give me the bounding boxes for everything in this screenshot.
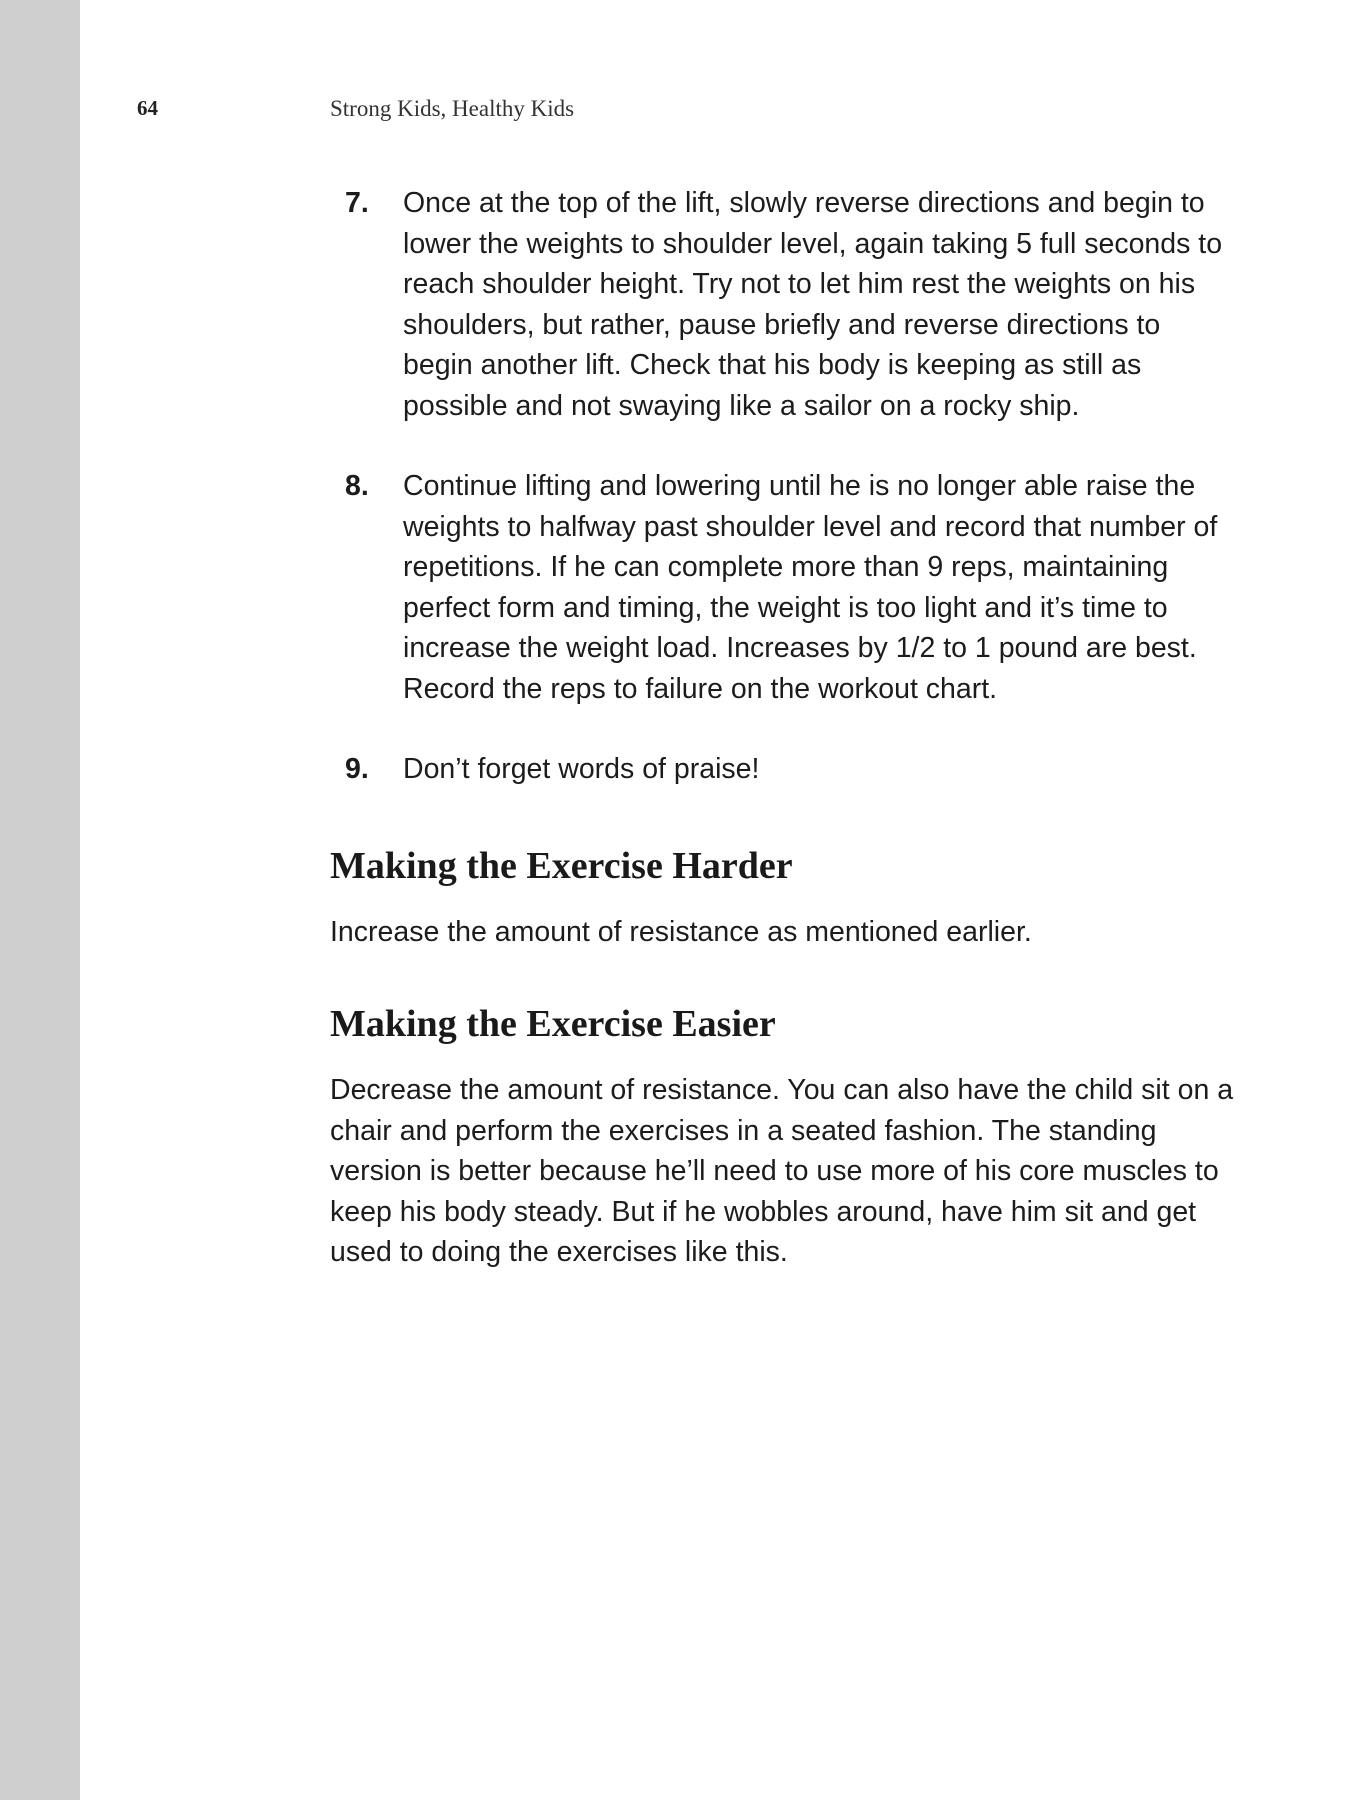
section-harder: [330, 842, 1235, 953]
step-item: [330, 749, 1235, 790]
step-number: 7.: [345, 187, 369, 219]
step-item: [330, 183, 1235, 426]
section-easier: [330, 1000, 1235, 1273]
page-number: 64: [137, 96, 158, 120]
section-heading: Making the Exercise Harder: [330, 844, 793, 887]
section-body: Increase the amount of resistance as mentioned earlier.: [330, 915, 1032, 948]
step-text: Once at the top of the lift, slowly reverse directions and begin to lower the weights to shoulder level, again taking 5 full seconds to reach shoulder height. Try not to let him rest the weights on his shoulders, but rather, pause briefly and reverse directions to begin another lift. Check that his body is keeping as still as possible and not swaying like a sailor on a rocky ship.: [403, 187, 1223, 422]
page-margin-strip: [0, 0, 80, 1800]
step-number: 9.: [345, 753, 369, 785]
section-body: Decrease the amount of resistance. You can also have the child sit on a chair and perform the exercises in a seated fashion. The standing version is better because he’ll need to use more of his core muscles to keep his body steady. But if he wobbles around, have him sit and get used to doing the exercises like this.: [330, 1074, 1234, 1268]
page-content: [330, 183, 1235, 1273]
step-text: Don’t forget words of praise!: [403, 753, 760, 785]
section-heading: Making the Exercise Easier: [330, 1003, 776, 1045]
step-text: Continue lifting and lowering until he is no longer able raise the weights to halfway past shoulder level and record that number of repetitions. If he can complete more than 9 reps, maintaining perfect form and timing, the weight is too light and it’s time to increase the weight load. Increases by 1/2 to 1 pound are best. Record the reps to failure on the workout chart.: [403, 470, 1218, 705]
running-title: Strong Kids, Healthy Kids: [330, 96, 575, 121]
step-item: [330, 466, 1235, 709]
step-number: 8.: [345, 470, 369, 502]
